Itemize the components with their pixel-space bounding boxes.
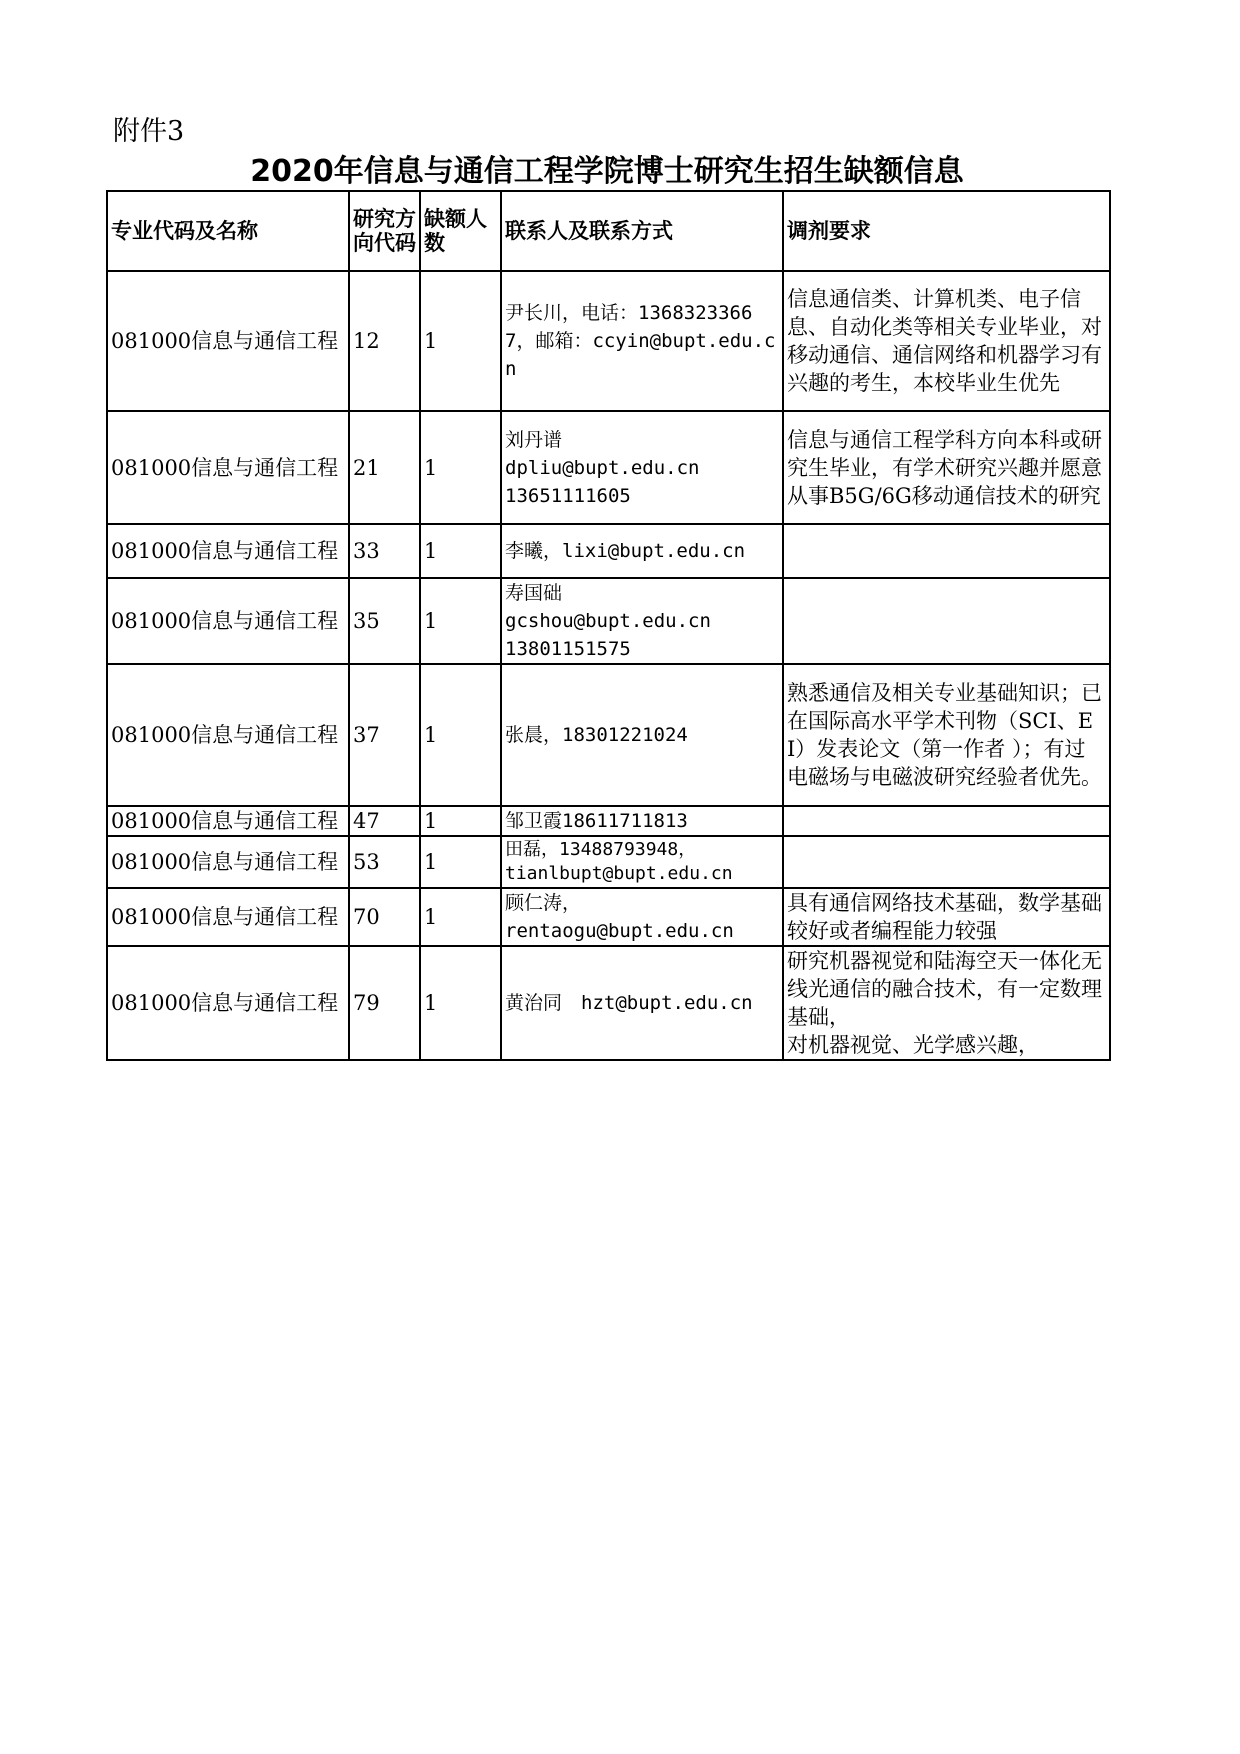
major-cell: 081000信息与通信工程 [107,836,349,888]
table-row [107,411,1110,524]
major-cell: 081000信息与通信工程 [107,946,349,1060]
page-title: 2020年信息与通信工程学院博士研究生招生缺额信息 [250,154,964,189]
major-cell: 081000信息与通信工程 [107,578,349,664]
quota-cell: 1 [420,524,501,578]
direction-cell: 47 [349,806,420,836]
quota-cell: 1 [420,664,501,806]
major-cell: 081000信息与通信工程 [107,806,349,836]
table-row [107,806,1110,836]
direction-cell: 79 [349,946,420,1060]
header-direction: 研究方向代码 [349,191,420,271]
direction-cell: 33 [349,524,420,578]
header-requirement: 调剂要求 [783,191,1110,271]
header-contact: 联系人及联系方式 [501,191,783,271]
major-cell: 081000信息与通信工程 [107,271,349,411]
contact-cell: 田磊，13488793948， tianlbupt@bupt.edu.cn [501,836,783,888]
requirement-cell [783,806,1110,836]
quota-cell: 1 [420,946,501,1060]
quota-cell: 1 [420,411,501,524]
table-row [107,836,1110,888]
direction-cell: 53 [349,836,420,888]
requirement-cell [783,578,1110,664]
major-cell: 081000信息与通信工程 [107,411,349,524]
contact-cell: 李曦，lixi@bupt.edu.cn [501,524,783,578]
contact-cell: 张晨，18301221024 [501,664,783,806]
direction-cell: 70 [349,888,420,946]
table-row [107,946,1110,1060]
contact-cell: 尹长川，电话：13683233667，邮箱：ccyin@bupt.edu.cn [501,271,783,411]
direction-cell: 12 [349,271,420,411]
requirement-cell [783,836,1110,888]
requirement-cell: 信息通信类、计算机类、电子信息、自动化类等相关专业毕业，对移动通信、通信网络和机器学习有兴趣的考生，本校毕业生优先 [783,271,1110,411]
quota-cell: 1 [420,271,501,411]
direction-cell: 37 [349,664,420,806]
quota-cell: 1 [420,888,501,946]
requirement-cell: 熟悉通信及相关专业基础知识；已在国际高水平学术刊物（SCI、EI）发表论文（第一作者 ）；有过电磁场与电磁波研究经验者优先。 [783,664,1110,806]
major-cell: 081000信息与通信工程 [107,888,349,946]
quota-cell: 1 [420,806,501,836]
requirement-cell: 信息与通信工程学科方向本科或研究生毕业，有学术研究兴趣并愿意从事B5G/6G移动通信技术的研究 [783,411,1110,524]
major-cell: 081000信息与通信工程 [107,664,349,806]
requirement-cell: 研究机器视觉和陆海空天一体化无线光通信的融合技术，有一定数理基础， 对机器视觉、光学感兴趣， [783,946,1110,1060]
table-row [107,578,1110,664]
contact-cell: 顾仁涛， rentaogu@bupt.edu.cn [501,888,783,946]
contact-cell: 邹卫霞18611711813 [501,806,783,836]
table-row [107,271,1110,411]
contact-cell: 黄治同 hzt@bupt.edu.cn [501,946,783,1060]
major-cell: 081000信息与通信工程 [107,524,349,578]
direction-cell: 21 [349,411,420,524]
table-row [107,524,1110,578]
attachment-label: 附件3 [113,116,185,147]
contact-cell: 寿国础 gcshou@bupt.edu.cn 13801151575 [501,578,783,664]
requirement-cell [783,524,1110,578]
table-row [107,888,1110,946]
header-quota: 缺额人数 [420,191,501,271]
vacancy-table [106,190,1111,1061]
quota-cell: 1 [420,836,501,888]
table-header-row [107,191,1110,271]
table-row [107,664,1110,806]
quota-cell: 1 [420,578,501,664]
header-major: 专业代码及名称 [107,191,349,271]
contact-cell: 刘丹谱 dpliu@bupt.edu.cn 13651111605 [501,411,783,524]
direction-cell: 35 [349,578,420,664]
requirement-cell: 具有通信网络技术基础，数学基础较好或者编程能力较强 [783,888,1110,946]
